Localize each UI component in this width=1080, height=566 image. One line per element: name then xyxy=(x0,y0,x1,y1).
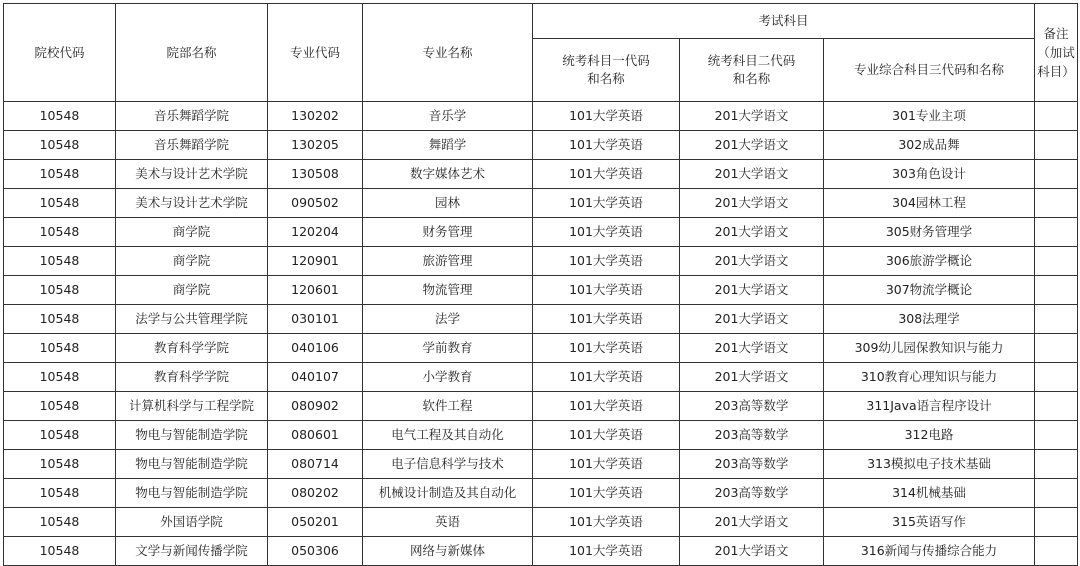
table-row xyxy=(4,334,1078,363)
table-row xyxy=(4,508,1078,537)
cell-subject-2: 201大学语文 xyxy=(680,334,824,363)
cell-major-name: 音乐学 xyxy=(363,102,533,131)
cell-subject-1: 101大学英语 xyxy=(533,363,680,392)
cell-school-code: 10548 xyxy=(4,508,116,537)
cell-dept-name: 外国语学院 xyxy=(116,508,268,537)
table-row xyxy=(4,189,1078,218)
cell-subject-1: 101大学英语 xyxy=(533,160,680,189)
cell-dept-name: 美术与设计艺术学院 xyxy=(116,160,268,189)
cell-major-code: 040106 xyxy=(268,334,363,363)
table-row xyxy=(4,218,1078,247)
cell-subject-1: 101大学英语 xyxy=(533,421,680,450)
cell-subject-3: 308法理学 xyxy=(824,305,1035,334)
cell-remark xyxy=(1035,131,1078,160)
cell-school-code: 10548 xyxy=(4,276,116,305)
cell-subject-2: 201大学语文 xyxy=(680,102,824,131)
table-row xyxy=(4,450,1078,479)
cell-subject-2: 201大学语文 xyxy=(680,276,824,305)
table-row xyxy=(4,102,1078,131)
cell-subject-2: 203高等数学 xyxy=(680,450,824,479)
cell-subject-3: 312电路 xyxy=(824,421,1035,450)
header-row-1 xyxy=(4,4,1078,39)
cell-major-code: 130202 xyxy=(268,102,363,131)
cell-subject-2: 201大学语文 xyxy=(680,131,824,160)
cell-remark xyxy=(1035,160,1078,189)
cell-subject-2: 201大学语文 xyxy=(680,363,824,392)
cell-remark xyxy=(1035,392,1078,421)
table-row xyxy=(4,363,1078,392)
cell-subject-2: 201大学语文 xyxy=(680,189,824,218)
cell-subject-3: 306旅游学概论 xyxy=(824,247,1035,276)
cell-subject-1: 101大学英语 xyxy=(533,276,680,305)
cell-subject-1: 101大学英语 xyxy=(533,305,680,334)
cell-subject-2: 203高等数学 xyxy=(680,421,824,450)
cell-school-code: 10548 xyxy=(4,537,116,566)
cell-subject-3: 307物流学概论 xyxy=(824,276,1035,305)
cell-dept-name: 计算机科学与工程学院 xyxy=(116,392,268,421)
cell-dept-name: 教育科学学院 xyxy=(116,363,268,392)
cell-subject-3: 311Java语言程序设计 xyxy=(824,392,1035,421)
cell-subject-3: 302成品舞 xyxy=(824,131,1035,160)
cell-dept-name: 商学院 xyxy=(116,247,268,276)
exam-subjects-table xyxy=(3,3,1078,566)
cell-subject-3: 314机械基础 xyxy=(824,479,1035,508)
table-row xyxy=(4,305,1078,334)
cell-remark xyxy=(1035,479,1078,508)
header-subject-3: 专业综合科目三代码和名称 xyxy=(824,39,1035,102)
cell-school-code: 10548 xyxy=(4,189,116,218)
table-row xyxy=(4,479,1078,508)
cell-major-code: 080902 xyxy=(268,392,363,421)
cell-dept-name: 物电与智能制造学院 xyxy=(116,450,268,479)
cell-school-code: 10548 xyxy=(4,160,116,189)
cell-major-code: 130508 xyxy=(268,160,363,189)
cell-subject-3: 303角色设计 xyxy=(824,160,1035,189)
cell-remark xyxy=(1035,247,1078,276)
cell-major-name: 学前教育 xyxy=(363,334,533,363)
cell-major-name: 舞蹈学 xyxy=(363,131,533,160)
cell-dept-name: 教育科学学院 xyxy=(116,334,268,363)
cell-major-code: 030101 xyxy=(268,305,363,334)
cell-major-code: 120204 xyxy=(268,218,363,247)
cell-remark xyxy=(1035,363,1078,392)
cell-subject-2: 201大学语文 xyxy=(680,537,824,566)
cell-major-code: 040107 xyxy=(268,363,363,392)
table-row xyxy=(4,537,1078,566)
cell-major-name: 园林 xyxy=(363,189,533,218)
cell-subject-2: 201大学语文 xyxy=(680,247,824,276)
cell-dept-name: 法学与公共管理学院 xyxy=(116,305,268,334)
header-exam-subjects: 考试科目 xyxy=(533,4,1035,39)
cell-remark xyxy=(1035,334,1078,363)
cell-subject-3: 301专业主项 xyxy=(824,102,1035,131)
cell-school-code: 10548 xyxy=(4,479,116,508)
header-school-code: 院校代码 xyxy=(4,4,116,102)
cell-dept-name: 音乐舞蹈学院 xyxy=(116,102,268,131)
cell-major-name: 电气工程及其自动化 xyxy=(363,421,533,450)
cell-remark xyxy=(1035,218,1078,247)
header-subject-2: 统考科目二代码和名称 xyxy=(680,39,824,102)
cell-subject-1: 101大学英语 xyxy=(533,218,680,247)
cell-remark xyxy=(1035,276,1078,305)
cell-school-code: 10548 xyxy=(4,363,116,392)
cell-dept-name: 物电与智能制造学院 xyxy=(116,479,268,508)
cell-remark xyxy=(1035,537,1078,566)
cell-major-code: 050201 xyxy=(268,508,363,537)
cell-subject-2: 201大学语文 xyxy=(680,218,824,247)
cell-major-code: 080601 xyxy=(268,421,363,450)
table-row xyxy=(4,131,1078,160)
cell-subject-3: 310教育心理知识与能力 xyxy=(824,363,1035,392)
table-row xyxy=(4,160,1078,189)
cell-school-code: 10548 xyxy=(4,421,116,450)
cell-subject-3: 305财务管理学 xyxy=(824,218,1035,247)
cell-dept-name: 文学与新闻传播学院 xyxy=(116,537,268,566)
header-dept-name: 院部名称 xyxy=(116,4,268,102)
cell-school-code: 10548 xyxy=(4,247,116,276)
cell-major-name: 物流管理 xyxy=(363,276,533,305)
cell-major-name: 旅游管理 xyxy=(363,247,533,276)
cell-major-name: 机械设计制造及其自动化 xyxy=(363,479,533,508)
cell-subject-2: 201大学语文 xyxy=(680,305,824,334)
cell-subject-1: 101大学英语 xyxy=(533,450,680,479)
cell-subject-1: 101大学英语 xyxy=(533,479,680,508)
cell-major-name: 小学教育 xyxy=(363,363,533,392)
cell-subject-1: 101大学英语 xyxy=(533,247,680,276)
table-row xyxy=(4,421,1078,450)
cell-dept-name: 商学院 xyxy=(116,276,268,305)
cell-school-code: 10548 xyxy=(4,102,116,131)
cell-dept-name: 美术与设计艺术学院 xyxy=(116,189,268,218)
cell-school-code: 10548 xyxy=(4,334,116,363)
table-row xyxy=(4,276,1078,305)
cell-subject-1: 101大学英语 xyxy=(533,334,680,363)
cell-school-code: 10548 xyxy=(4,392,116,421)
cell-major-code: 090502 xyxy=(268,189,363,218)
cell-major-name: 数字媒体艺术 xyxy=(363,160,533,189)
table-row xyxy=(4,392,1078,421)
table-row xyxy=(4,247,1078,276)
cell-subject-2: 203高等数学 xyxy=(680,392,824,421)
cell-remark xyxy=(1035,508,1078,537)
cell-remark xyxy=(1035,450,1078,479)
cell-major-name: 财务管理 xyxy=(363,218,533,247)
cell-school-code: 10548 xyxy=(4,131,116,160)
cell-subject-2: 201大学语文 xyxy=(680,160,824,189)
cell-subject-1: 101大学英语 xyxy=(533,131,680,160)
cell-major-code: 130205 xyxy=(268,131,363,160)
cell-major-code: 080202 xyxy=(268,479,363,508)
cell-subject-3: 304园林工程 xyxy=(824,189,1035,218)
cell-major-code: 050306 xyxy=(268,537,363,566)
cell-dept-name: 商学院 xyxy=(116,218,268,247)
cell-remark xyxy=(1035,189,1078,218)
cell-major-name: 网络与新媒体 xyxy=(363,537,533,566)
cell-remark xyxy=(1035,305,1078,334)
cell-school-code: 10548 xyxy=(4,218,116,247)
cell-subject-3: 316新闻与传播综合能力 xyxy=(824,537,1035,566)
cell-school-code: 10548 xyxy=(4,305,116,334)
cell-major-name: 软件工程 xyxy=(363,392,533,421)
cell-remark xyxy=(1035,421,1078,450)
cell-subject-2: 201大学语文 xyxy=(680,508,824,537)
cell-remark xyxy=(1035,102,1078,131)
cell-major-code: 120901 xyxy=(268,247,363,276)
header-remark: 备注（加试科目） xyxy=(1035,4,1078,102)
cell-subject-1: 101大学英语 xyxy=(533,189,680,218)
table-body xyxy=(4,102,1078,566)
cell-subject-1: 101大学英语 xyxy=(533,392,680,421)
cell-subject-1: 101大学英语 xyxy=(533,102,680,131)
cell-subject-3: 309幼儿园保教知识与能力 xyxy=(824,334,1035,363)
header-major-code: 专业代码 xyxy=(268,4,363,102)
cell-major-code: 120601 xyxy=(268,276,363,305)
cell-major-code: 080714 xyxy=(268,450,363,479)
cell-subject-3: 313模拟电子技术基础 xyxy=(824,450,1035,479)
cell-dept-name: 音乐舞蹈学院 xyxy=(116,131,268,160)
cell-subject-3: 315英语写作 xyxy=(824,508,1035,537)
cell-subject-2: 203高等数学 xyxy=(680,479,824,508)
cell-school-code: 10548 xyxy=(4,450,116,479)
cell-major-name: 法学 xyxy=(363,305,533,334)
cell-subject-1: 101大学英语 xyxy=(533,508,680,537)
header-major-name: 专业名称 xyxy=(363,4,533,102)
cell-major-name: 英语 xyxy=(363,508,533,537)
header-subject-1: 统考科目一代码和名称 xyxy=(533,39,680,102)
cell-subject-1: 101大学英语 xyxy=(533,537,680,566)
cell-major-name: 电子信息科学与技术 xyxy=(363,450,533,479)
cell-dept-name: 物电与智能制造学院 xyxy=(116,421,268,450)
